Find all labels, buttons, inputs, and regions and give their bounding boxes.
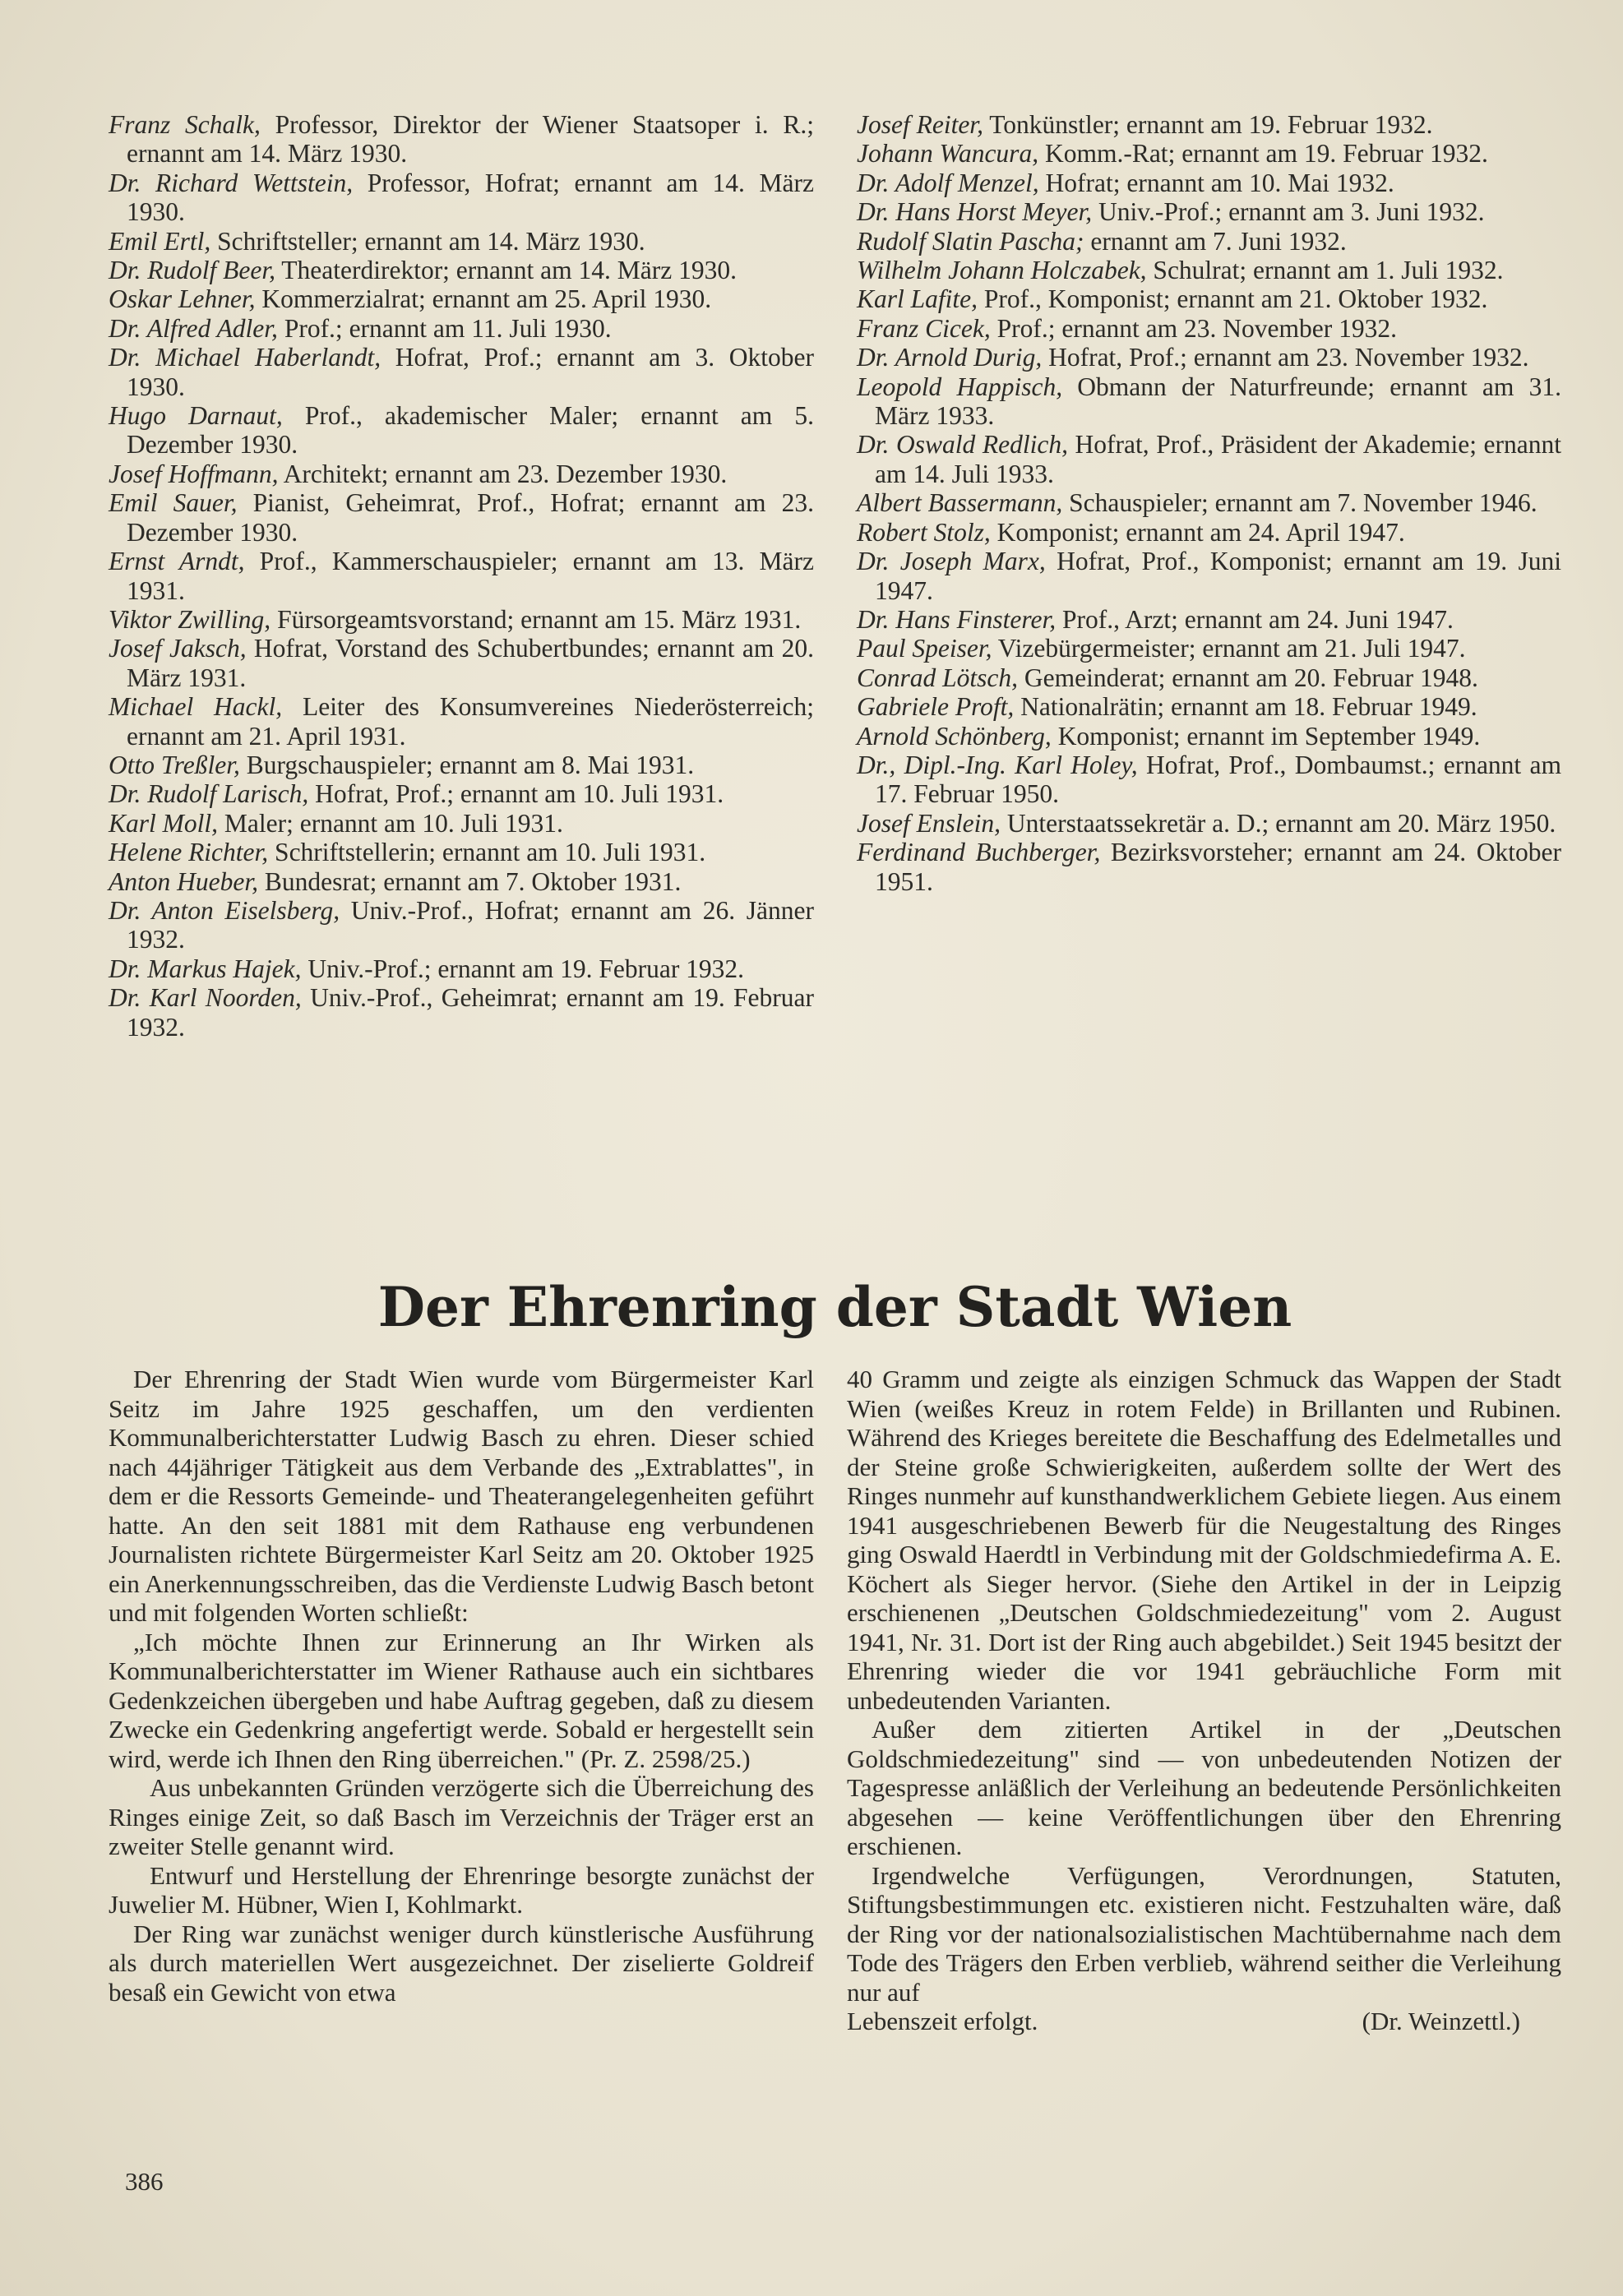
honoree-name: Viktor Zwilling, [109, 604, 271, 634]
honoree-details: Pianist, Geheimrat, Prof., Hofrat; ernannt am 23. Dezember 1930. [127, 488, 814, 547]
honoree-name: Josef Enslein, [857, 808, 1001, 838]
honoree-name: Michael Hackl, [109, 692, 283, 722]
honoree-details: Prof., akademischer Maler; ernannt am 5. Dezember 1930. [127, 401, 814, 460]
honoree-name: Ferdinand Buchberger, [857, 838, 1101, 867]
honoree-name: Anton Hueber, [109, 866, 258, 896]
honoree-entry [109, 751, 814, 779]
author-signature: (Dr. Weinzettl.) [1362, 2007, 1520, 2035]
honoree-name: Gabriele Proft, [857, 692, 1015, 722]
page-number: 386 [125, 2167, 164, 2196]
honoree-name: Dr. Markus Hajek, [109, 954, 302, 983]
honoree-entry [109, 896, 814, 954]
honoree-name: Paul Speiser, [857, 634, 992, 663]
honoree-details: Fürsorgeamtsvorstand; ernannt am 15. März 1931. [270, 604, 802, 634]
honoree-entry [857, 634, 1561, 663]
honoree-name: Conrad Lötsch, [857, 663, 1019, 692]
honoree-details: Komponist; ernannt im September 1949. [1051, 721, 1481, 751]
honoree-entry [857, 751, 1561, 809]
honoree-details: Komponist; ernannt am 24. April 1947. [990, 517, 1405, 547]
honoree-entry [109, 169, 814, 227]
honoree-name: Karl Lafite, [857, 284, 978, 314]
honoree-entry [857, 343, 1561, 372]
honoree-entry [857, 663, 1561, 692]
honoree-entry [857, 256, 1561, 284]
honoree-entry [109, 314, 814, 343]
honoree-entry [857, 284, 1561, 313]
honoree-entry [857, 488, 1561, 517]
honoree-name: Robert Stolz, [857, 517, 991, 547]
honoree-details: Vizebürgermeister; ernannt am 21. Juli 1947. [992, 634, 1466, 663]
honoree-details: Komm.-Rat; ernannt am 19. Februar 1932. [1038, 139, 1488, 169]
honoree-entry [857, 197, 1561, 226]
honoree-details: Prof., Kammerschauspieler; ernannt am 13. März 1931. [127, 547, 814, 605]
honoree-name: Hugo Darnaut, [109, 401, 283, 431]
article-column-left [109, 1365, 814, 2007]
honoree-entry [109, 634, 814, 692]
honoree-name: Josef Reiter, [857, 110, 983, 139]
honoree-entry [109, 838, 814, 866]
honoree-entry [109, 401, 814, 460]
honoree-entry [109, 284, 814, 313]
honoree-name: Helene Richter, [109, 838, 269, 867]
honoree-entry [857, 110, 1561, 139]
honoree-details: Prof.; ernannt am 23. November 1932. [990, 313, 1397, 343]
honoree-name: Dr. Joseph Marx, [857, 547, 1046, 576]
honoree-name: Otto Treßler, [109, 750, 240, 779]
honoree-details: Schauspieler; ernannt am 7. November 1946. [1062, 488, 1537, 518]
honoree-details: Architekt; ernannt am 23. Dezember 1930. [278, 459, 728, 488]
article-paragraph: Außer dem zitierten Artikel in der „Deutschen Goldschmiedezeitung" sind — von unbedeutenden Notizen der Tagespresse anläßlich der Verleihung an bedeutende Persönlichkeiten abgesehen — keine Veröffentlichungen über den Ehrenring erschienen. [847, 1715, 1561, 1860]
honoree-details: Professor, Direktor der Wiener Staatsoper i. R.; ernannt am 14. März 1930. [127, 110, 814, 169]
honoree-entry [857, 547, 1561, 605]
article-paragraph: Aus unbekannten Gründen verzögerte sich die Überreichung des Ringes einige Zeit, so daß Basch im Verzeichnis der Träger erst an zweiter Stelle genannt wird. [109, 1773, 814, 1860]
honoree-entry [109, 983, 814, 1042]
honoree-details: Schriftsteller; ernannt am 14. März 1930. [210, 226, 645, 256]
honoree-details: Prof., Arzt; ernannt am 24. Juni 1947. [1056, 604, 1454, 634]
honoree-details: Leiter des Konsumvereines Niederösterreich; ernannt am 21. April 1931. [127, 692, 815, 751]
closing-text: Lebenszeit erfolgt. [847, 2007, 1038, 2035]
honoree-entry [857, 722, 1561, 751]
honoree-name: Wilhelm Johann Holczabek, [857, 256, 1147, 285]
article-title: Der Ehrenring der Stadt Wien [377, 1275, 1292, 1339]
honoree-details: Hofrat, Prof.; ernannt am 10. Juli 1931. [308, 779, 724, 809]
honoree-name: Dr. Anton Eiselsberg, [109, 895, 340, 925]
honoree-details: Hofrat, Prof., Dombaumst.; ernannt am 17. Februar 1950. [875, 750, 1562, 809]
honoree-name: Leopold Happisch, [857, 372, 1063, 401]
honoree-name: Emil Sauer, [109, 488, 238, 518]
honoree-name: Dr. Alfred Adler, [109, 313, 278, 343]
honoree-name: Josef Hoffmann, [109, 459, 279, 488]
honoree-details: Tonkünstler; ernannt am 19. Februar 1932. [983, 110, 1433, 139]
honoree-details: Bundesrat; ernannt am 7. Oktober 1931. [257, 866, 682, 896]
article-column-right [847, 1365, 1561, 2036]
honoree-entry [109, 954, 814, 983]
honoree-entry [109, 809, 814, 838]
honoree-entry [109, 488, 814, 547]
honoree-details: Univ.-Prof., Geheimrat; ernannt am 19. Februar 1932. [127, 983, 814, 1042]
honoree-entry [857, 518, 1561, 547]
honoree-name: Albert Bassermann, [857, 488, 1063, 518]
honoree-details: Univ.-Prof.; ernannt am 3. Juni 1932. [1092, 197, 1485, 227]
honoree-details: Obmann der Naturfreunde; ernannt am 31. März 1933. [875, 372, 1561, 431]
honoree-details: Hofrat, Vorstand des Schubertbundes; ernannt am 20. März 1931. [127, 634, 814, 692]
honoree-details: Univ.-Prof., Hofrat; ernannt am 26. Jänner 1932. [127, 895, 814, 954]
honoree-name: Oskar Lehner, [109, 284, 256, 314]
article-paragraph: Entwurf und Herstellung der Ehrenringe besorgte zunächst der Juwelier M. Hübner, Wien I, Kohlmarkt. [109, 1860, 814, 1919]
honoree-details: Unterstaatssekretär a. D.; ernannt am 20. März 1950. [1000, 808, 1556, 838]
honoree-entry [857, 169, 1561, 197]
article-paragraph: Der Ring war zunächst weniger durch künstlerische Ausführung als durch materiellen Wert ausgezeichnet. Der ziselierte Goldreif besaß ein Gewicht von etwa [109, 1919, 814, 2007]
honoree-details: Prof., Komponist; ernannt am 21. Oktober 1932. [978, 284, 1488, 314]
honoree-entry [857, 372, 1561, 431]
honoree-entry [109, 460, 814, 488]
honoree-details: ernannt am 7. Juni 1932. [1084, 226, 1347, 256]
honoree-details: Hofrat, Prof.; ernannt am 23. November 1932. [1042, 343, 1529, 372]
honoree-details: Hofrat; ernannt am 10. Mai 1932. [1038, 168, 1394, 197]
honoree-details: Professor, Hofrat; ernannt am 14. März 1930. [127, 168, 814, 227]
honoree-details: Burgschauspieler; ernannt am 8. Mai 1931. [239, 750, 695, 779]
honoree-details: Kommerzialrat; ernannt am 25. April 1930. [255, 284, 712, 314]
honoree-details: Maler; ernannt am 10. Juli 1931. [218, 808, 563, 838]
honoree-details: Univ.-Prof.; ernannt am 19. Februar 1932. [301, 954, 745, 983]
honoree-name: Dr. Rudolf Beer, [109, 256, 275, 285]
honoree-entry [857, 430, 1561, 488]
honoree-entry [109, 779, 814, 808]
honoree-name: Emil Ertl, [109, 226, 211, 256]
honoree-name: Arnold Schönberg, [857, 721, 1052, 751]
honoree-entry [109, 110, 814, 169]
honoree-entry [857, 314, 1561, 343]
honoree-entry [857, 838, 1561, 896]
honoree-list-left [109, 110, 814, 1042]
honoree-name: Rudolf Slatin Pascha; [857, 226, 1084, 256]
honoree-details: Prof.; ernannt am 11. Juli 1930. [277, 313, 612, 343]
honoree-entry [109, 692, 814, 751]
honoree-name: Dr. Oswald Redlich, [857, 430, 1068, 460]
honoree-name: Dr. Karl Noorden, [109, 983, 302, 1013]
honoree-entry [109, 547, 814, 605]
honoree-details: Schriftstellerin; ernannt am 10. Juli 1931. [268, 838, 706, 867]
honoree-name: Franz Cicek, [857, 313, 991, 343]
honoree-name: Karl Moll, [109, 808, 219, 838]
article-quote: „Ich möchte Ihnen zur Erinnerung an Ihr Wirken als Kommunalberichterstatter im Wiener Rathause auch ein sichtbares Gedenkzeichen übergeben und habe Auftrag gegeben, daß zu diesem Zwecke ein Gedenkring angefertigt werde. Sobald er hergestellt sein wird, werde ich Ihnen den Ring überreichen." (Pr. Z. 2598/25.) [109, 1627, 814, 1773]
honoree-entry [857, 809, 1561, 838]
honoree-entry [857, 227, 1561, 256]
honoree-name: Ernst Arndt, [109, 547, 245, 576]
honoree-details: Nationalrätin; ernannt am 18. Februar 1949. [1014, 692, 1477, 722]
honoree-details: Bezirksvorsteher; ernannt am 24. Oktober 1951. [875, 838, 1561, 896]
honoree-name: Dr. Michael Haberlandt, [109, 343, 381, 372]
honoree-entry [109, 227, 814, 256]
honoree-name: Johann Wancura, [857, 139, 1039, 169]
honoree-entry [857, 692, 1561, 721]
article-paragraph: Irgendwelche Verfügungen, Verordnungen, Statuten, Stiftungsbestimmungen etc. existieren nicht. Festzuhalten wäre, daß der Ring vor der nationalsozialistischen Machtübernahme nach dem Tode des Trägers den Erben verblieb, während seither die Verleihung nur auf [847, 1860, 1561, 2007]
honoree-name: Dr. Richard Wettstein, [109, 168, 354, 197]
honoree-entry [109, 256, 814, 284]
honoree-entry [109, 605, 814, 634]
honoree-entry [109, 343, 814, 401]
signature-line [847, 2007, 1561, 2036]
honoree-details: Hofrat, Prof.; ernannt am 3. Oktober 1930. [127, 343, 815, 401]
article-paragraph: Der Ehrenring der Stadt Wien wurde vom Bürgermeister Karl Seitz im Jahre 1925 geschaffen, um den verdienten Kommunalberichterstatter Ludwig Basch zu ehren. Dieser schied nach 44jähriger Tätigkeit aus dem Verbande des „Extrablattes", in dem er die Ressorts Gemeinde- und Theaterangelegenheiten geführt hatte. An den seit 1881 mit dem Rathause eng verbundenen Journalisten richtete Bürgermeister Karl Seitz am 20. Oktober 1925 ein Anerkennungsschreiben, das die Verdienste Ludwig Basch betont und mit folgenden Worten schließt: [109, 1365, 814, 1627]
honoree-name: Dr., Dipl.-Ing. Karl Holey, [857, 750, 1138, 779]
honoree-entry [857, 139, 1561, 168]
honoree-details: Schulrat; ernannt am 1. Juli 1932. [1146, 256, 1504, 285]
honoree-details: Hofrat, Prof., Präsident der Akademie; ernannt am 14. Juli 1933. [875, 430, 1562, 488]
honoree-name: Josef Jaksch, [109, 634, 247, 663]
honoree-list-right [857, 110, 1561, 896]
honoree-name: Dr. Hans Horst Meyer, [857, 197, 1093, 227]
honoree-entry [109, 867, 814, 896]
article-paragraph: 40 Gramm und zeigte als einzigen Schmuck das Wappen der Stadt Wien (weißes Kreuz in rotem Felde) in Brillanten und Rubinen. Während des Krieges bereitete die Beschaffung des Edelmetalles und der Steine große Schwierigkeiten, außerdem sollte der Wert des Ringes nunmehr auf kunsthandwerklichem Gebiete liegen. Aus einem 1941 ausgeschriebenen Bewerb für die Neugestaltung des Ringes ging Oswald Haerdtl in Verbindung mit der Goldschmiedefirma A. E. Köchert als Sieger hervor. (Siehe den Artikel in der in Leipzig erschienenen „Deutschen Goldschmiedezeitung" vom 2. August 1941, Nr. 31. Dort ist der Ring auch abgebildet.) Seit 1945 besitzt der Ehrenring wieder die vor 1941 gebräuchliche Form mit unbedeutenden Varianten. [847, 1365, 1561, 1715]
honoree-name: Dr. Hans Finsterer, [857, 604, 1057, 634]
honoree-details: Gemeinderat; ernannt am 20. Februar 1948. [1018, 663, 1478, 692]
honoree-details: Theaterdirektor; ernannt am 14. März 1930. [275, 256, 737, 285]
honoree-entry [857, 605, 1561, 634]
honoree-details: Hofrat, Prof., Komponist; ernannt am 19. Juni 1947. [875, 547, 1562, 605]
honoree-name: Dr. Adolf Menzel, [857, 168, 1039, 197]
honoree-name: Dr. Rudolf Larisch, [109, 779, 309, 809]
honoree-name: Franz Schalk, [109, 110, 261, 139]
honoree-name: Dr. Arnold Durig, [857, 343, 1043, 372]
